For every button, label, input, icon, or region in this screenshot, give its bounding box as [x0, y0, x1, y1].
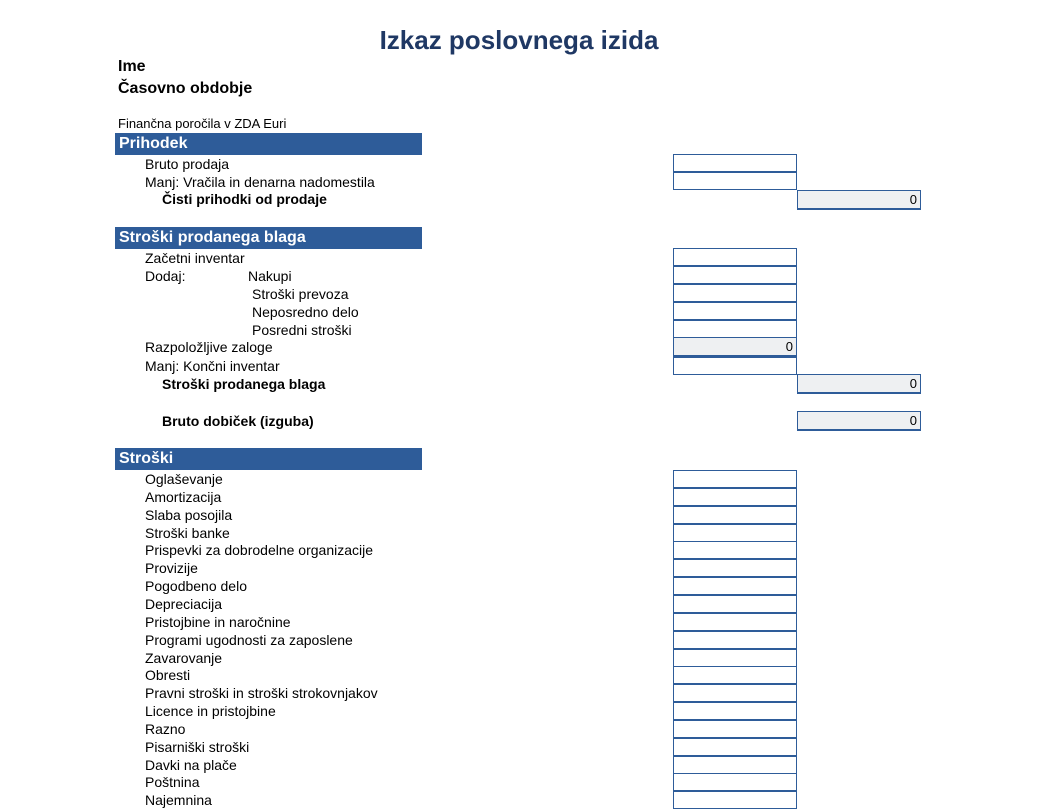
expense-item-input[interactable]	[673, 541, 797, 559]
net-sales-total: 0	[797, 190, 921, 210]
expense-item-label: Licence in pristojbine	[145, 703, 276, 719]
expense-item-label: Provizije	[145, 560, 198, 576]
cogs-section-header: Stroški prodanega blaga	[115, 227, 422, 249]
add-label: Dodaj:	[145, 268, 186, 284]
expense-item-label: Zavarovanje	[145, 650, 223, 666]
expense-item-input[interactable]	[673, 524, 797, 542]
expense-item-label: Slaba posojila	[145, 507, 233, 523]
gross-profit-label: Bruto dobiček (izguba)	[162, 413, 314, 429]
beginning-inventory-label: Začetni inventar	[145, 250, 245, 266]
period-label: Časovno obdobje	[118, 80, 253, 97]
expense-item-input[interactable]	[673, 595, 797, 613]
expenses-section-header: Stroški	[115, 448, 422, 470]
expense-item-label: Obresti	[145, 667, 191, 683]
expense-item-input[interactable]	[673, 470, 797, 488]
revenue-section-header: Prihodek	[115, 133, 422, 155]
expense-item-input[interactable]	[673, 613, 797, 631]
expense-item-label: Pristojbine in naročnine	[145, 614, 291, 630]
page-title: Izkaz poslovnega izida	[379, 25, 659, 55]
indirect-costs-label: Posredni stroški	[252, 322, 352, 338]
beginning-inventory-input[interactable]	[673, 248, 797, 266]
expense-item-input[interactable]	[673, 506, 797, 524]
expense-item-input[interactable]	[673, 756, 797, 774]
freight-input[interactable]	[673, 284, 797, 302]
cogs-total-label: Stroški prodanega blaga	[162, 376, 326, 392]
expense-item-input[interactable]	[673, 791, 797, 809]
expense-item-input[interactable]	[673, 577, 797, 595]
returns-input[interactable]	[673, 172, 797, 190]
direct-labor-input[interactable]	[673, 302, 797, 320]
expense-item-label: Davki na plače	[145, 757, 237, 773]
expense-item-label: Najemnina	[145, 792, 212, 808]
name-label: Ime	[118, 58, 146, 75]
expense-item-input[interactable]	[673, 631, 797, 649]
currency-note: Finančna poročila v ZDA Euri	[118, 116, 287, 131]
expense-item-label: Stroški banke	[145, 525, 230, 541]
indirect-costs-input[interactable]	[673, 320, 797, 338]
cogs-total: 0	[797, 374, 921, 394]
expense-item-label: Pisarniški stroški	[145, 739, 250, 755]
expense-item-input[interactable]	[673, 738, 797, 756]
gross-profit-total: 0	[797, 411, 921, 431]
returns-label: Manj: Vračila in denarna nadomestila	[145, 174, 375, 190]
expense-item-label: Prispevki za dobrodelne organizacije	[145, 542, 374, 558]
expense-item-input[interactable]	[673, 684, 797, 702]
ending-inventory-label: Manj: Končni inventar	[145, 358, 280, 374]
expense-item-input[interactable]	[673, 649, 797, 667]
expense-item-label: Oglaševanje	[145, 471, 223, 487]
expense-item-label: Pravni stroški in stroški strokovnjakov	[145, 685, 378, 701]
available-inventory-total: 0	[673, 337, 797, 357]
expense-item-label: Amortizacija	[145, 489, 222, 505]
gross-sales-input[interactable]	[673, 154, 797, 172]
ending-inventory-input[interactable]	[673, 357, 797, 375]
expense-item-label: Pogodbeno delo	[145, 578, 247, 594]
expense-item-input[interactable]	[673, 559, 797, 577]
expense-item-input[interactable]	[673, 666, 797, 684]
expense-item-label: Programi ugodnosti za zaposlene	[145, 632, 353, 648]
expense-item-input[interactable]	[673, 720, 797, 738]
expense-item-label: Razno	[145, 721, 186, 737]
purchases-input[interactable]	[673, 266, 797, 284]
net-sales-label: Čisti prihodki od prodaje	[162, 191, 327, 207]
expense-item-label: Depreciacija	[145, 596, 223, 612]
expense-item-label: Poštnina	[145, 774, 200, 790]
purchases-label: Nakupi	[248, 268, 292, 284]
expense-item-input[interactable]	[673, 702, 797, 720]
direct-labor-label: Neposredno delo	[252, 304, 359, 320]
available-inventory-label: Razpoložljive zaloge	[145, 339, 273, 355]
gross-sales-label: Bruto prodaja	[145, 156, 230, 172]
freight-label: Stroški prevoza	[252, 286, 349, 302]
expense-item-input[interactable]	[673, 773, 797, 791]
expense-item-input[interactable]	[673, 488, 797, 506]
